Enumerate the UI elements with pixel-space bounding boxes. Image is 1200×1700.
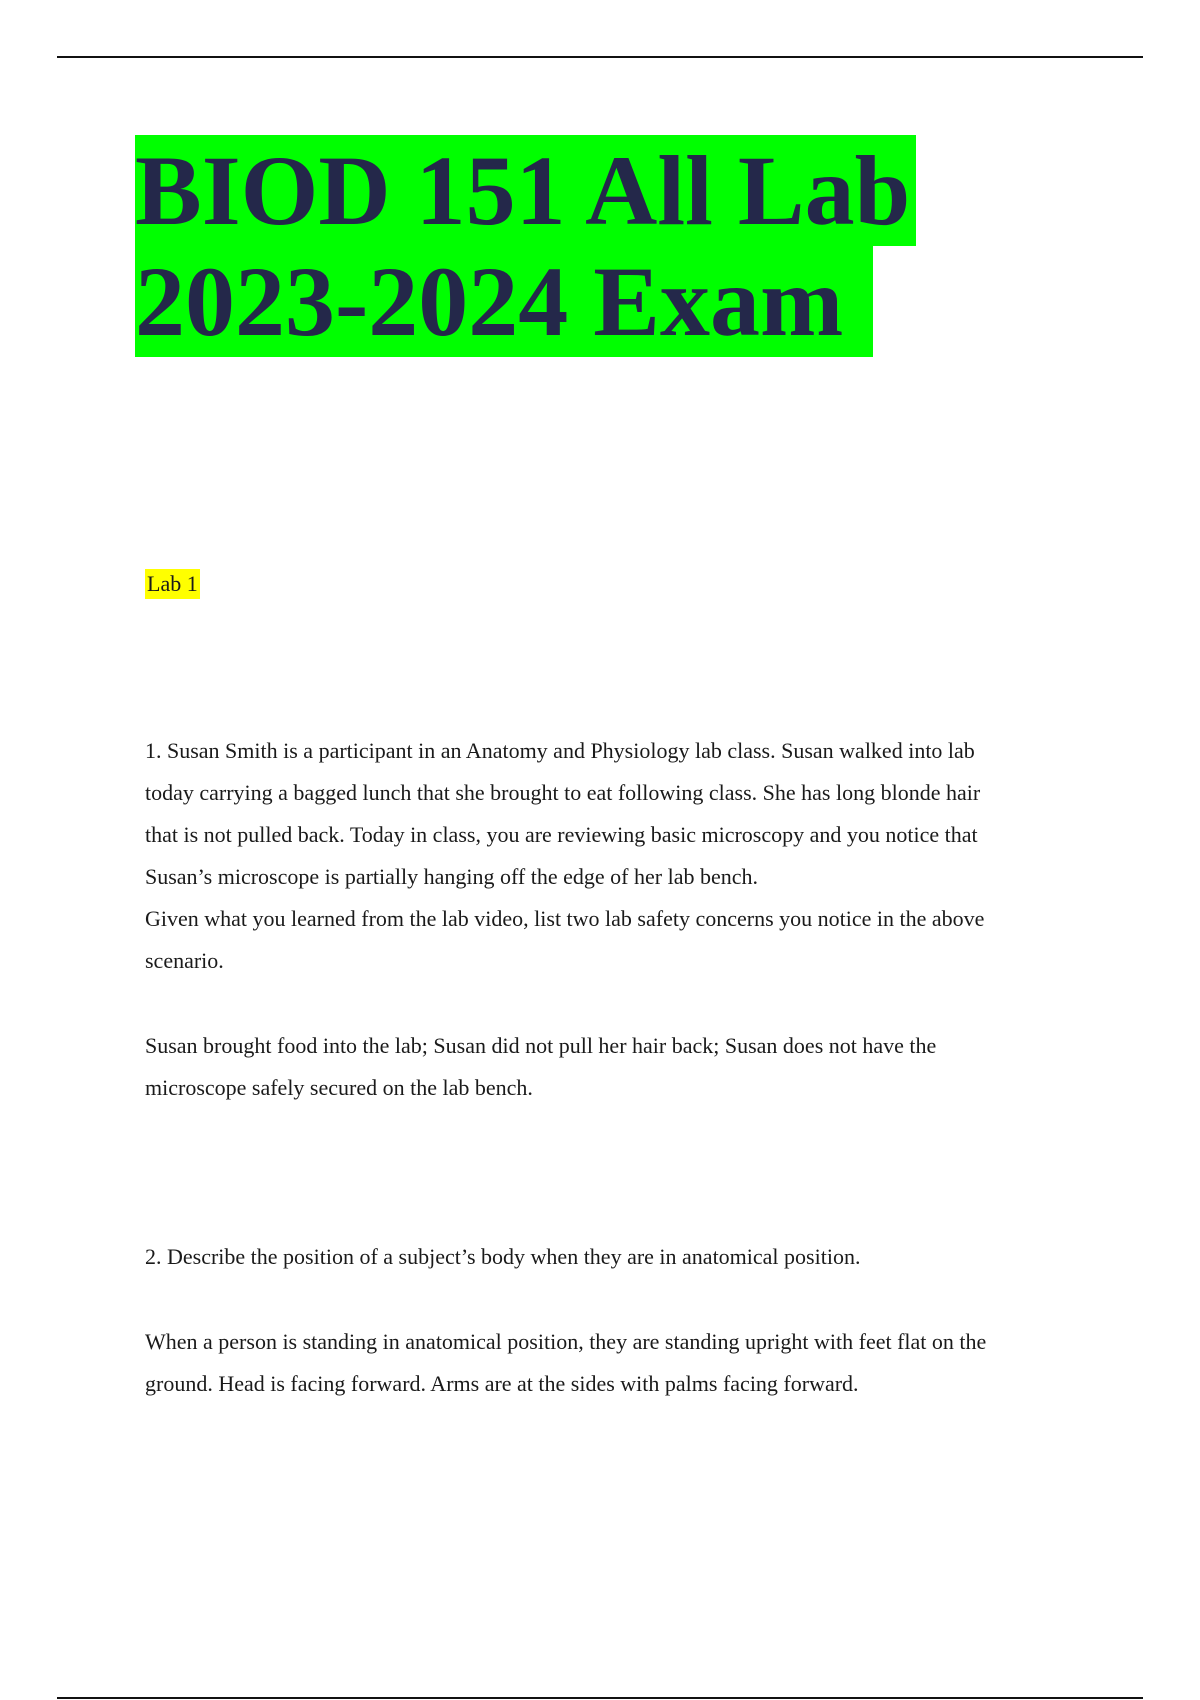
answer-1 [145,1025,1075,1109]
answer-2 [145,1321,1075,1405]
question-1-line: scenario. [145,948,224,973]
title-line-1: BIOD 151 All Lab [135,135,916,246]
title-line-2: 2023-2024 Exam [135,246,873,357]
question-1-line: 1. Susan Smith is a participant in an Anatomy and Physiology lab class. Susan walked into lab [145,738,975,763]
bottom-rule [57,1697,1143,1699]
question-2-line: 2. Describe the position of a subject’s body when they are in anatomical position. [145,1244,861,1269]
answer-1-line: microscope safely secured on the lab bench. [145,1075,533,1100]
question-1-line: that is not pulled back. Today in class, you are reviewing basic microscopy and you notice that [145,822,978,847]
top-rule [57,56,1143,58]
document-title [135,135,916,357]
answer-2-line: When a person is standing in anatomical position, they are standing upright with feet flat on the [145,1329,987,1354]
answer-1-line: Susan brought food into the lab; Susan did not pull her hair back; Susan does not have the [145,1033,937,1058]
section-label-lab-1: Lab 1 [145,569,200,599]
answer-2-line: ground. Head is facing forward. Arms are at the sides with palms facing forward. [145,1371,859,1396]
question-1-line: Given what you learned from the lab video, list two lab safety concerns you notice in the above [145,906,985,931]
question-1-line: today carrying a bagged lunch that she brought to eat following class. She has long blonde hair [145,780,981,805]
question-1 [145,730,1075,982]
question-1-line: Susan’s microscope is partially hanging off the edge of her lab bench. [145,864,758,889]
question-2 [145,1236,1075,1278]
